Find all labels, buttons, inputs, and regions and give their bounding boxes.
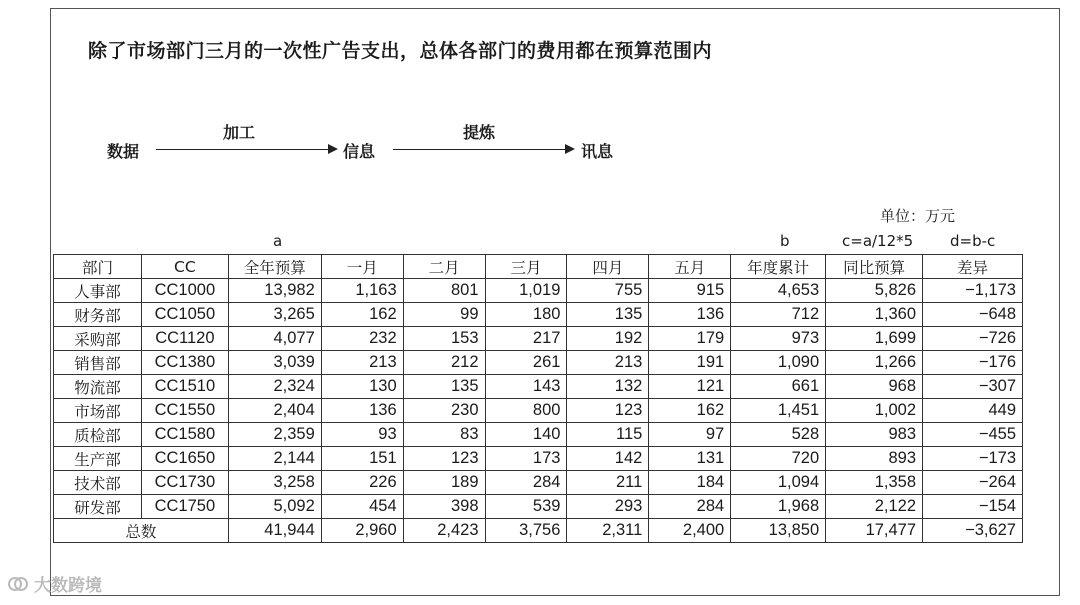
- dept-cell: 人事部: [54, 279, 142, 303]
- value-cell: 179: [649, 327, 731, 351]
- cc-cell: CC1550: [141, 399, 228, 423]
- cc-cell: CC1050: [141, 303, 228, 327]
- value-cell: 2,359: [228, 423, 321, 447]
- value-cell: 217: [485, 327, 567, 351]
- value-cell: 1,451: [731, 399, 826, 423]
- value-cell: 539: [485, 495, 567, 519]
- dept-cell: 采购部: [54, 327, 142, 351]
- total-cell: 3,756: [485, 519, 567, 543]
- value-cell: 143: [485, 375, 567, 399]
- value-cell: 755: [567, 279, 649, 303]
- value-cell: 4,077: [228, 327, 321, 351]
- watermark: [6, 571, 102, 596]
- cc-cell: CC1650: [141, 447, 228, 471]
- total-cell: 2,423: [403, 519, 485, 543]
- value-cell: −726: [923, 327, 1023, 351]
- flow-label-info: 信息: [343, 142, 376, 161]
- total-cell: 2,960: [321, 519, 403, 543]
- value-cell: 2,404: [228, 399, 321, 423]
- value-cell: 226: [321, 471, 403, 495]
- value-cell: 211: [567, 471, 649, 495]
- table-row: [54, 447, 1023, 471]
- value-cell: 115: [567, 423, 649, 447]
- value-cell: 712: [731, 303, 826, 327]
- value-cell: 184: [649, 471, 731, 495]
- value-cell: −176: [923, 351, 1023, 375]
- table-body: [54, 279, 1023, 519]
- total-cell: 41,944: [228, 519, 321, 543]
- value-cell: 800: [485, 399, 567, 423]
- total-cell: 13,850: [731, 519, 826, 543]
- value-cell: 13,982: [228, 279, 321, 303]
- table-row: [54, 495, 1023, 519]
- cc-cell: CC1730: [141, 471, 228, 495]
- value-cell: −264: [923, 471, 1023, 495]
- value-cell: 2,122: [826, 495, 923, 519]
- header-cell: 全年预算: [228, 255, 321, 279]
- dept-cell: 研发部: [54, 495, 142, 519]
- column-note-c: c=a/12*5: [842, 232, 914, 250]
- table-row: [54, 471, 1023, 495]
- cc-cell: CC1380: [141, 351, 228, 375]
- slide-title: 除了市场部门三月的一次性广告支出，总体各部门的费用都在预算范围内: [88, 40, 713, 62]
- header-cell: 同比预算: [826, 255, 923, 279]
- value-cell: 153: [403, 327, 485, 351]
- value-cell: 1,163: [321, 279, 403, 303]
- value-cell: 661: [731, 375, 826, 399]
- value-cell: −154: [923, 495, 1023, 519]
- table-total-row: [54, 519, 1023, 543]
- value-cell: 99: [403, 303, 485, 327]
- flow-arrow-1: [156, 149, 336, 150]
- header-cell: 一月: [321, 255, 403, 279]
- value-cell: 893: [826, 447, 923, 471]
- dept-cell: 财务部: [54, 303, 142, 327]
- value-cell: 1,360: [826, 303, 923, 327]
- header-cell: 年度累计: [731, 255, 826, 279]
- cc-cell: CC1750: [141, 495, 228, 519]
- flow-label-insight: 讯息: [581, 142, 614, 161]
- value-cell: 454: [321, 495, 403, 519]
- value-cell: 191: [649, 351, 731, 375]
- value-cell: 801: [403, 279, 485, 303]
- value-cell: 135: [403, 375, 485, 399]
- value-cell: 968: [826, 375, 923, 399]
- dept-cell: 物流部: [54, 375, 142, 399]
- value-cell: 3,258: [228, 471, 321, 495]
- value-cell: 293: [567, 495, 649, 519]
- cc-cell: CC1120: [141, 327, 228, 351]
- dept-cell: 生产部: [54, 447, 142, 471]
- total-cell: 2,311: [567, 519, 649, 543]
- value-cell: 83: [403, 423, 485, 447]
- header-cell: 差异: [923, 255, 1023, 279]
- value-cell: 123: [567, 399, 649, 423]
- value-cell: 3,265: [228, 303, 321, 327]
- value-cell: 720: [731, 447, 826, 471]
- table-row: [54, 375, 1023, 399]
- value-cell: 3,039: [228, 351, 321, 375]
- value-cell: 192: [567, 327, 649, 351]
- flow-label-process: 加工: [223, 123, 256, 142]
- value-cell: 1,699: [826, 327, 923, 351]
- value-cell: −455: [923, 423, 1023, 447]
- value-cell: 97: [649, 423, 731, 447]
- header-cell: CC: [141, 255, 228, 279]
- value-cell: 528: [731, 423, 826, 447]
- header-cell: 五月: [649, 255, 731, 279]
- value-cell: 151: [321, 447, 403, 471]
- value-cell: 2,144: [228, 447, 321, 471]
- table-row: [54, 327, 1023, 351]
- flow-label-data: 数据: [107, 142, 140, 161]
- value-cell: 1,266: [826, 351, 923, 375]
- value-cell: 213: [567, 351, 649, 375]
- unit-note: 单位：万元: [880, 207, 956, 225]
- value-cell: 136: [649, 303, 731, 327]
- budget-table: [53, 254, 1023, 543]
- dept-cell: 市场部: [54, 399, 142, 423]
- header-cell: 二月: [403, 255, 485, 279]
- total-cell: 17,477: [826, 519, 923, 543]
- value-cell: 135: [567, 303, 649, 327]
- table-row: [54, 351, 1023, 375]
- value-cell: 136: [321, 399, 403, 423]
- value-cell: 983: [826, 423, 923, 447]
- total-cell: −3,627: [923, 519, 1023, 543]
- value-cell: 1,358: [826, 471, 923, 495]
- total-cell: 2,400: [649, 519, 731, 543]
- value-cell: 1,019: [485, 279, 567, 303]
- header-cell: 部门: [54, 255, 142, 279]
- value-cell: 212: [403, 351, 485, 375]
- value-cell: 1,968: [731, 495, 826, 519]
- value-cell: 123: [403, 447, 485, 471]
- value-cell: 232: [321, 327, 403, 351]
- column-note-b: b: [780, 232, 790, 250]
- flow-diagram: [0, 0, 1080, 200]
- column-note-d: d=b-c: [950, 232, 996, 250]
- value-cell: 4,653: [731, 279, 826, 303]
- value-cell: 121: [649, 375, 731, 399]
- value-cell: 131: [649, 447, 731, 471]
- value-cell: 261: [485, 351, 567, 375]
- value-cell: 173: [485, 447, 567, 471]
- value-cell: −1,173: [923, 279, 1023, 303]
- value-cell: −307: [923, 375, 1023, 399]
- value-cell: 130: [321, 375, 403, 399]
- value-cell: 5,092: [228, 495, 321, 519]
- value-cell: 140: [485, 423, 567, 447]
- value-cell: 162: [321, 303, 403, 327]
- value-cell: 2,324: [228, 375, 321, 399]
- value-cell: 973: [731, 327, 826, 351]
- watermark-text: 大数跨境: [34, 576, 102, 596]
- table-row: [54, 279, 1023, 303]
- value-cell: −173: [923, 447, 1023, 471]
- watermark-logo-icon: [6, 574, 30, 594]
- table-row: [54, 399, 1023, 423]
- value-cell: 1,002: [826, 399, 923, 423]
- column-note-a: a: [273, 232, 283, 250]
- value-cell: 449: [923, 399, 1023, 423]
- cc-cell: CC1510: [141, 375, 228, 399]
- value-cell: 284: [485, 471, 567, 495]
- total-label: 总数: [54, 519, 229, 543]
- value-cell: 1,090: [731, 351, 826, 375]
- value-cell: 398: [403, 495, 485, 519]
- cc-cell: CC1580: [141, 423, 228, 447]
- value-cell: 180: [485, 303, 567, 327]
- table-row: [54, 303, 1023, 327]
- header-cell: 三月: [485, 255, 567, 279]
- dept-cell: 销售部: [54, 351, 142, 375]
- dept-cell: 质检部: [54, 423, 142, 447]
- value-cell: 230: [403, 399, 485, 423]
- value-cell: 93: [321, 423, 403, 447]
- flow-arrow-2: [393, 149, 573, 150]
- value-cell: 142: [567, 447, 649, 471]
- value-cell: 189: [403, 471, 485, 495]
- header-cell: 四月: [567, 255, 649, 279]
- value-cell: 915: [649, 279, 731, 303]
- value-cell: 1,094: [731, 471, 826, 495]
- flow-label-refine: 提炼: [463, 123, 496, 142]
- value-cell: 132: [567, 375, 649, 399]
- value-cell: −648: [923, 303, 1023, 327]
- table-row: [54, 423, 1023, 447]
- value-cell: 284: [649, 495, 731, 519]
- value-cell: 213: [321, 351, 403, 375]
- value-cell: 5,826: [826, 279, 923, 303]
- cc-cell: CC1000: [141, 279, 228, 303]
- value-cell: 162: [649, 399, 731, 423]
- dept-cell: 技术部: [54, 471, 142, 495]
- table-header-row: [54, 255, 1023, 279]
